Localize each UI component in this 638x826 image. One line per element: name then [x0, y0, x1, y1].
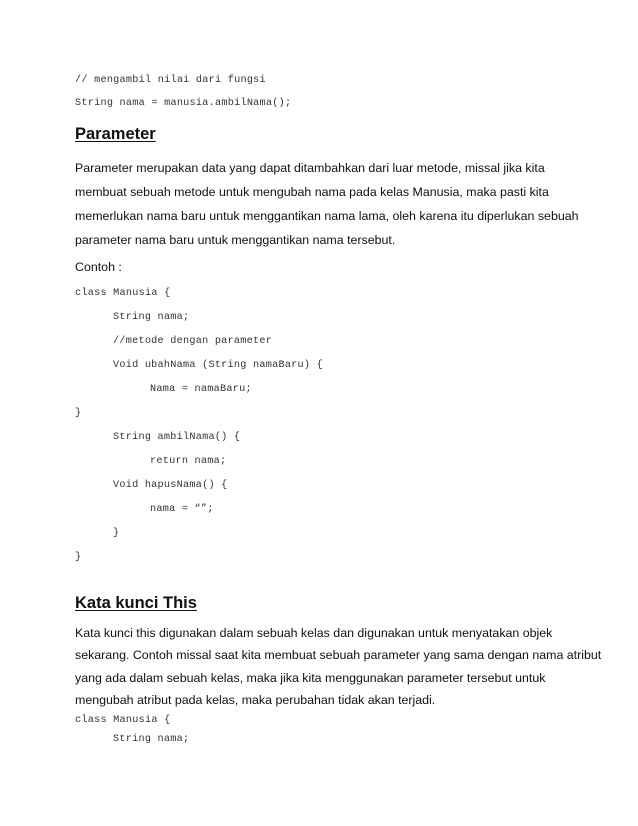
- code-line: return nama;: [150, 456, 227, 467]
- code-line: Void ubahNama (String namaBaru) {: [113, 360, 323, 371]
- paragraph-line: parameter nama baru untuk menggantikan nama tersebut.: [75, 233, 396, 247]
- code-line: String nama;: [113, 734, 190, 745]
- code-line: String nama;: [113, 312, 190, 323]
- section-heading-parameter: Parameter: [75, 125, 156, 143]
- code-line: }: [75, 552, 82, 563]
- code-line: Void hapusNama() {: [113, 480, 228, 491]
- code-line: Nama = namaBaru;: [150, 384, 252, 395]
- code-line: class Manusia {: [75, 715, 171, 726]
- example-label: Contoh :: [75, 260, 122, 274]
- code-line: }: [75, 408, 82, 419]
- paragraph-line: sekarang. Contoh missal saat kita membuat sebuah parameter yang sama dengan nama atribut: [75, 648, 602, 662]
- paragraph-line: membuat sebuah metode untuk mengubah nama pada kelas Manusia, maka pasti kita: [75, 185, 549, 199]
- paragraph-line: memerlukan nama baru untuk menggantikan nama lama, oleh karena itu diperlukan sebuah: [75, 209, 579, 223]
- paragraph-line: mengubah atribut pada kelas, maka perubahan tidak akan terjadi.: [75, 693, 436, 707]
- code-line: nama = “”;: [150, 504, 214, 515]
- code-comment-line: // mengambil nilai dari fungsi: [75, 75, 266, 86]
- section-heading-this: Kata kunci This: [75, 594, 197, 612]
- paragraph-line: yang ada dalam sebuah kelas, maka jika kita menggunakan parameter tersebut untuk: [75, 671, 546, 685]
- paragraph-line: Parameter merupakan data yang dapat ditambahkan dari luar metode, missal jika kita: [75, 161, 545, 175]
- code-line: class Manusia {: [75, 288, 171, 299]
- code-comment-line: //metode dengan parameter: [113, 336, 273, 347]
- code-line: String ambilNama() {: [113, 432, 241, 443]
- paragraph-line: Kata kunci this digunakan dalam sebuah kelas dan digunakan untuk menyatakan objek: [75, 626, 553, 640]
- code-line: String nama = manusia.ambilNama();: [75, 98, 292, 109]
- code-line: }: [113, 528, 120, 539]
